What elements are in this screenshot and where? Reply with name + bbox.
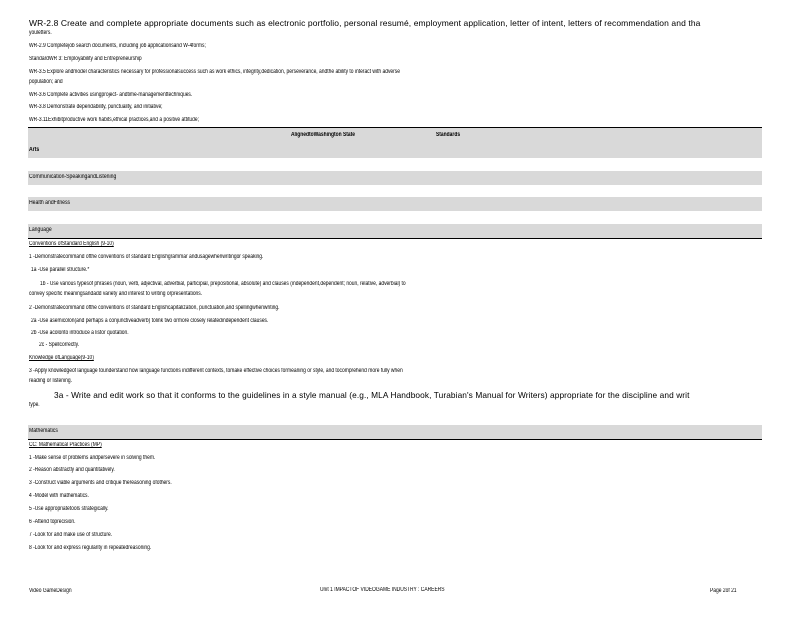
footer-page-number: Page 2of 21 <box>710 588 737 594</box>
wr-3-5-line2: population; and <box>29 79 63 85</box>
footer-unit: Unit 1 IMPACTOF VIDEOGAME INDUSTRY : CAREERS <box>320 587 445 593</box>
math-item-7: 7 -Look for and make use of structure. <box>29 532 113 538</box>
band-arts: Arts <box>29 147 40 153</box>
math-item-1: 1 -Make sense of problems andpersevere in solving them. <box>29 455 156 461</box>
wr-2-8-line1: WR-2.8 Create and complete appropriate documents such as electronic portfolio, personal resumé, employment application, letter of intent, letters of recommendation and tha <box>29 18 701 28</box>
language-item-1: 1 -Demonstratecommand ofthe conventions of standard Englishgrammar andusagewhenwritingor speaking. <box>29 254 264 260</box>
language-item-2b: 2b -Use acolonto introduce a listor quotation. <box>31 330 129 336</box>
math-item-3: 3 -Construct viable arguments and critique thereasoning ofothers. <box>29 480 172 486</box>
language-item-3a-line1: 3a - Write and edit work so that it conforms to the guidelines in a style manual (e.g., MLA Handbook, Turabian's Manual for Writers) appropriate for the discipline and writ <box>54 390 690 400</box>
language-item-3a-line2: type. <box>29 402 40 408</box>
band-language: Language <box>29 227 52 233</box>
math-item-5: 5 -Use appropriatetools strategically. <box>29 506 109 512</box>
aligned-title-left: AlignedtoWashington State <box>291 132 356 138</box>
language-item-2: 2 -Demonstratecommand ofthe conventions of standard Englishcapitalization, punctuation,and spellingwhenwriting. <box>29 305 280 311</box>
language-item-1b-line1: 1b - Use various typesof phrases (noun, verb, adjectival, adverbial, participial, prepositional, absolute) and clauses (independent,dependent; noun, relative, adverbial) to <box>40 281 406 287</box>
wr-3-6: WR-3.6 Complete activities usingproject- andtime-managementtechniques. <box>29 92 193 98</box>
standard-wr-3: StandardWR 3: Employability and Entrepreneurship <box>29 56 142 62</box>
math-header: CC: Mathematical Practices (MP) <box>29 442 102 448</box>
communication-band <box>28 171 762 185</box>
language-rule <box>28 238 762 239</box>
language-item-3-line2: reading or listening. <box>29 378 72 384</box>
math-item-2: 2 -Reason abstractly and quantitatively. <box>29 467 115 473</box>
band-health: Health andFitness <box>29 200 71 206</box>
language-item-1a: 1a -Use parallel structure.* <box>31 267 90 273</box>
language-header-knowledge: Knowledge ofLanguage(9-10) <box>29 355 94 361</box>
wr-2-8-line2: youletters. <box>29 30 52 36</box>
health-band <box>28 197 762 211</box>
language-header-conventions: Conventions ofStandard English (9-10) <box>29 241 114 247</box>
language-item-2c: 2c - Spellcorrectly. <box>39 342 80 348</box>
wr-3-11: WR-3.11Exhibitproductive work habits,ethical practices,and a positive attitude; <box>29 117 200 123</box>
mathematics-band <box>28 425 762 439</box>
language-item-1b-line2: convey specific meaningsandadd variety and interest to writing orpresentations. <box>29 291 203 297</box>
language-band <box>28 224 762 238</box>
footer-course: Video GameDesign <box>29 588 72 594</box>
band-communication: Communication-SpeakingandListening <box>29 174 117 180</box>
math-item-8: 8 -Look for and express regularity in repeatedreasoning. <box>29 545 152 551</box>
aligned-title-right: Standards <box>436 132 461 138</box>
language-item-2a: 2a -Use asemicolon(and perhaps a conjunctiveadverb) tolink two ormore closely relatedindependent clauses. <box>31 318 269 324</box>
math-item-4: 4 -Model with mathematics. <box>29 493 89 499</box>
wr-2-9: WR-2.9 Completejob search documents, including job applicationsand W-4forms; <box>29 43 206 49</box>
mathematics-rule <box>28 439 762 440</box>
math-item-6: 6 -Attend toprecision. <box>29 519 76 525</box>
language-item-3-line1: 3 -Apply knowledgeof language tounderstand how language functions indifferent contexts, tomake effective choices formeaning or style, and tocomprehend more fully when <box>29 368 403 374</box>
band-mathematics: Mathematics <box>29 428 58 434</box>
aligned-header-band <box>28 128 762 158</box>
wr-3-5-line1: WR-3.5 Explore andmodel characteristics necessary for professionalsuccess such as work ethics, integrity,dedication, perseverance, andthe ability to interact with adverse <box>29 69 400 75</box>
wr-3-8: WR-3.8 Demonstrate dependability, punctuality, and initiative; <box>29 104 163 110</box>
